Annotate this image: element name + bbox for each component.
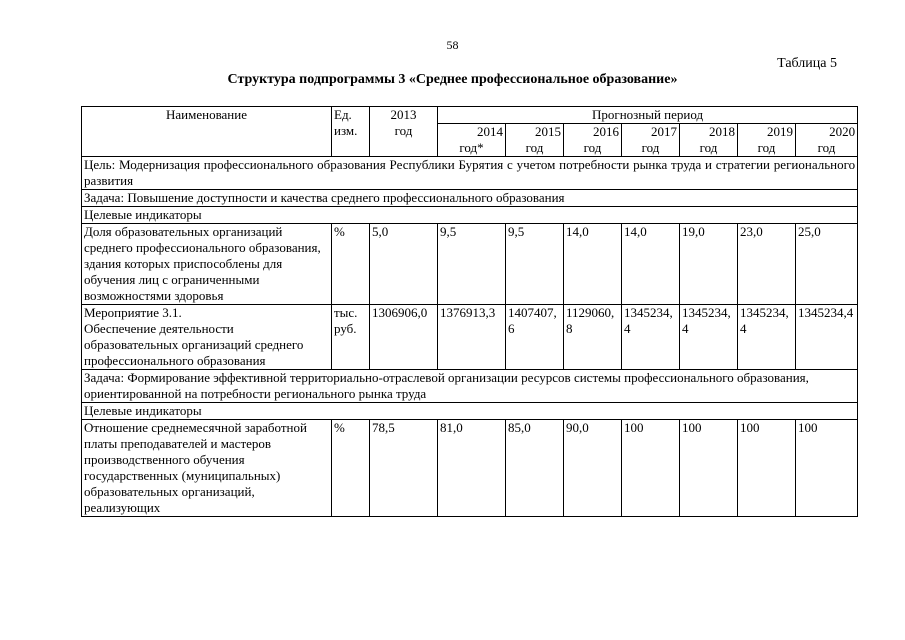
table-label: Таблица 5 — [777, 56, 837, 71]
table-row — [82, 224, 858, 305]
row2-value: 1345234,4 — [738, 305, 796, 370]
row2-value: 1407407,6 — [506, 305, 564, 370]
goal-text: Цель: Модернизация профессионального образования Республики Бурятия с учетом потребности рынка труда и стратегии регионального развития — [82, 157, 858, 190]
row3-value: 78,5 — [370, 420, 438, 517]
header-base-year — [370, 107, 438, 157]
row2-value: 1345234,4 — [680, 305, 738, 370]
header-unit — [332, 107, 370, 157]
row1-value: 9,5 — [438, 224, 506, 305]
row3-value: 100 — [622, 420, 680, 517]
header-row — [82, 107, 858, 124]
header-year-2019: 2019 год — [738, 124, 796, 157]
row2-value: 1345234,4 — [622, 305, 680, 370]
row3-value: 100 — [738, 420, 796, 517]
header-year-2016: 2016 год — [564, 124, 622, 157]
goal-row — [82, 157, 858, 190]
header-year-2014: 2014 год* — [438, 124, 506, 157]
row3-value: 100 — [680, 420, 738, 517]
header-year-2015: 2015 год — [506, 124, 564, 157]
task-1-text: Задача: Повышение доступности и качества среднего профессионального образования — [82, 190, 858, 207]
row3-name: Отношение среднемесячной заработной платы преподавателей и мастеров производственного обучения государственных (муниципальных) образовательных организаций, реализующих — [82, 420, 332, 517]
indicators-row — [82, 207, 858, 224]
row2-name-title: Мероприятие 3.1. — [84, 305, 182, 320]
header-year-2017: 2017 год — [622, 124, 680, 157]
row1-value: 23,0 — [738, 224, 796, 305]
table-row — [82, 420, 858, 517]
row3-value: 90,0 — [564, 420, 622, 517]
document-title: Структура подпрограммы 3 «Среднее профессиональное образование» — [227, 72, 678, 87]
row3-value: 85,0 — [506, 420, 564, 517]
row2-unit-line2: руб. — [334, 321, 357, 336]
row2-name-description: Обеспечение деятельности образовательных организаций среднего профессионального образования — [84, 321, 304, 368]
row2-value: 1306906,0 — [370, 305, 438, 370]
row1-value: 25,0 — [796, 224, 858, 305]
row1-name: Доля образовательных организаций среднего профессионального образования, здания которых приспособлены для обучения лиц с ограниченными возможностями здоровья — [82, 224, 332, 305]
row1-value: 14,0 — [622, 224, 680, 305]
indicators-row — [82, 403, 858, 420]
row2-unit-line1: тыс. — [334, 305, 358, 320]
page-number: 58 — [446, 38, 459, 52]
row1-value: 9,5 — [506, 224, 564, 305]
row2-value: 1345234,4 — [796, 305, 858, 370]
header-year-2020: 2020 год — [796, 124, 858, 157]
row1-value: 5,0 — [370, 224, 438, 305]
header-unit-line2: изм. — [334, 123, 358, 138]
row1-value: 19,0 — [680, 224, 738, 305]
header-year-2018: 2018 год — [680, 124, 738, 157]
header-unit-line1: Ед. — [334, 107, 352, 122]
row3-value: 81,0 — [438, 420, 506, 517]
row3-unit: % — [332, 420, 370, 517]
header-name: Наименование — [82, 107, 332, 157]
header-base-year-value: 2013 — [390, 107, 417, 122]
header-forecast-period: Прогнозный период — [438, 107, 858, 124]
header-base-year-sub: год — [394, 123, 413, 138]
row3-value: 100 — [796, 420, 858, 517]
row2-value: 1129060,8 — [564, 305, 622, 370]
indicators-1-text: Целевые индикаторы — [82, 207, 858, 224]
row1-unit: % — [332, 224, 370, 305]
indicators-2-text: Целевые индикаторы — [82, 403, 858, 420]
task-row — [82, 190, 858, 207]
table-row — [82, 305, 858, 370]
task-row — [82, 370, 858, 403]
row2-name — [82, 305, 332, 370]
row1-value: 14,0 — [564, 224, 622, 305]
subprogram-structure-table — [81, 106, 858, 517]
row2-value: 1376913,3 — [438, 305, 506, 370]
row2-unit — [332, 305, 370, 370]
task-2-text: Задача: Формирование эффективной территориально-отраслевой организации ресурсов системы профессионального образования, ориентированной на потребности регионального рынка труда — [82, 370, 858, 403]
